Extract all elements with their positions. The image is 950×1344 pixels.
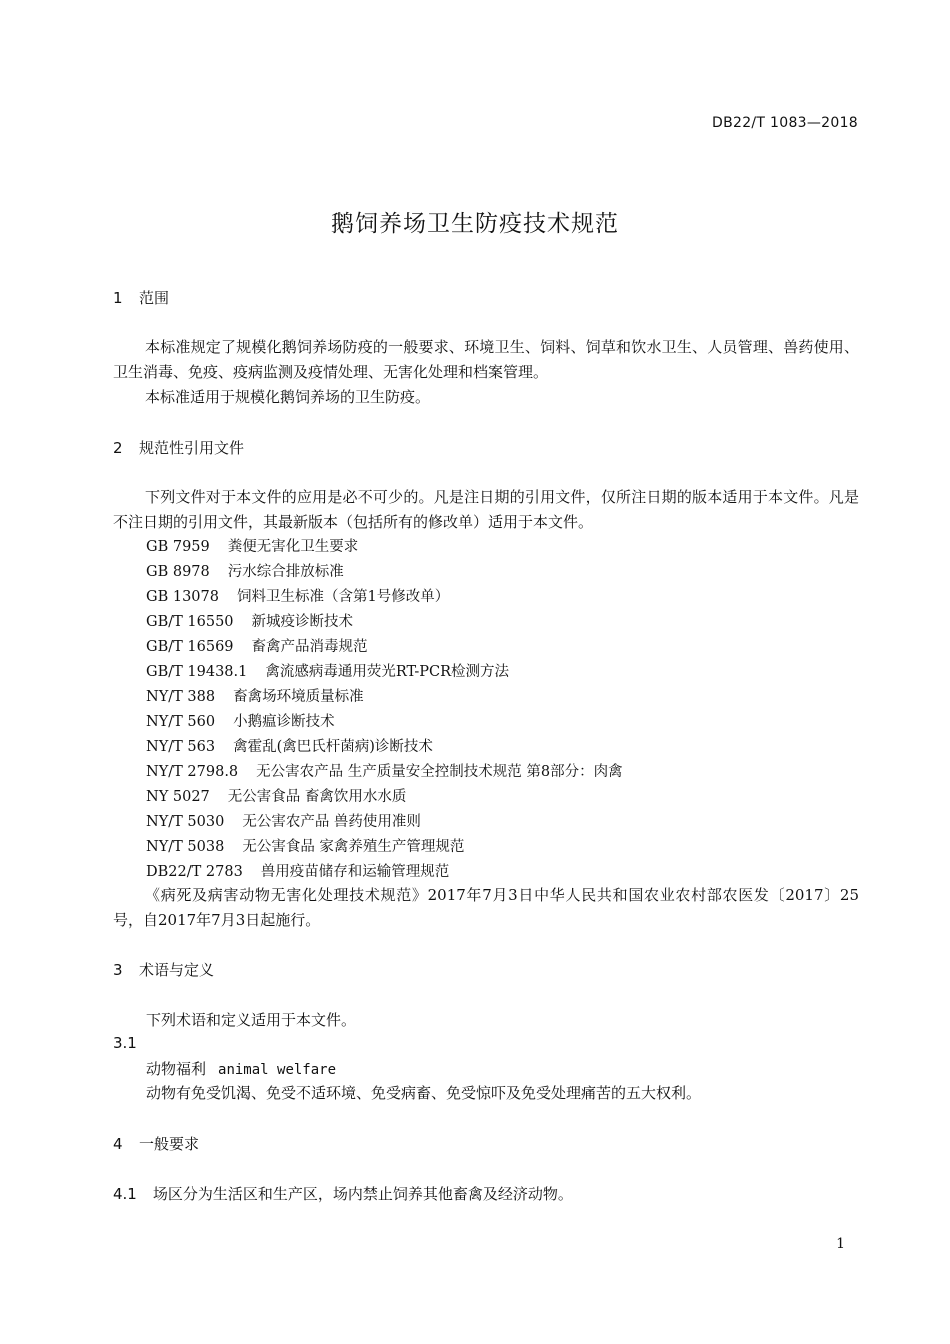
section-2-heading	[113, 437, 244, 458]
reference-title: 畜禽场环境质量标准	[233, 689, 364, 705]
reference-item	[146, 660, 509, 685]
section-title: 范围	[139, 289, 170, 307]
term-name	[146, 1058, 336, 1079]
reference-title: 无公害食品 家禽养殖生产管理规范	[242, 839, 465, 855]
reference-title: 禽流感病毒通用荧光RT-PCR检测方法	[265, 664, 510, 680]
reference-title: 饲料卫生标准（含第1号修改单）	[236, 589, 450, 605]
reference-item	[146, 635, 368, 660]
reference-code: GB/T 19438.1	[146, 664, 248, 680]
section-number: 1	[113, 289, 123, 307]
reference-code: NY/T 2798.8	[146, 764, 239, 780]
scope-paragraph-2: 本标准适用于规模化鹅饲养场的卫生防疫。	[145, 388, 431, 406]
term-name-zh: 动物福利	[146, 1060, 207, 1078]
reference-item	[146, 710, 335, 735]
section-1-heading	[113, 287, 169, 308]
reference-title: 无公害农产品 兽药使用准则	[242, 814, 421, 830]
references-extra: 《病死及病害动物无害化处理技术规范》2017年7月3日中华人民共和国农业农村部农医发〔2017〕25号，自2017年7月3日起施行。	[113, 886, 859, 929]
term-number: 3.1	[113, 1034, 137, 1052]
clause-4-1	[113, 1182, 573, 1207]
reference-title: 无公害农产品 生产质量安全控制技术规范 第8部分：肉禽	[256, 764, 623, 780]
reference-code: NY/T 388	[146, 689, 216, 705]
references-intro: 下列文件对于本文件的应用是必不可少的。凡是注日期的引用文件，仅所注日期的版本适用于本文件。凡是不注日期的引用文件，其最新版本（包括所有的修改单）适用于本文件。	[113, 488, 859, 531]
term-definition: 动物有免受饥渴、免受不适环境、免受病畜、免受惊吓及免受处理痛苦的五大权利。	[146, 1084, 702, 1102]
clause-text: 场区分为生活区和生产区，场内禁止饲养其他畜禽及经济动物。	[152, 1185, 573, 1203]
reference-code: DB22/T 2783	[146, 864, 243, 880]
reference-item	[146, 760, 623, 785]
standard-number: DB22/T 1083—2018	[712, 115, 858, 131]
reference-code: GB/T 16550	[146, 614, 234, 630]
section-title: 规范性引用文件	[139, 439, 245, 457]
section-number: 2	[113, 439, 123, 457]
reference-code: NY/T 563	[146, 739, 216, 755]
reference-item	[146, 585, 449, 610]
section-4-heading	[113, 1133, 199, 1154]
section-3-heading	[113, 959, 214, 980]
reference-title: 小鹅瘟诊断技术	[233, 714, 335, 730]
term-name-en: animal welfare	[218, 1062, 337, 1078]
reference-item	[146, 810, 421, 835]
reference-code: NY/T 560	[146, 714, 216, 730]
reference-code: GB/T 16569	[146, 639, 234, 655]
reference-title: 新城疫诊断技术	[251, 614, 354, 630]
reference-code: GB 8978	[146, 564, 210, 580]
reference-title: 粪便无害化卫生要求	[227, 539, 359, 555]
reference-item	[146, 735, 433, 760]
reference-item	[146, 835, 464, 860]
reference-item	[146, 560, 344, 585]
reference-title: 无公害食品 畜禽饮用水水质	[227, 789, 407, 805]
reference-code: NY/T 5038	[146, 839, 225, 855]
reference-title: 污水综合排放标准	[227, 564, 344, 580]
reference-item	[146, 860, 449, 885]
section-title: 一般要求	[139, 1135, 200, 1153]
reference-code: GB 7959	[146, 539, 210, 555]
reference-item	[146, 610, 353, 635]
reference-code: NY/T 5030	[146, 814, 225, 830]
reference-title: 兽用疫苗储存和运输管理规范	[260, 864, 450, 880]
section-number: 4	[113, 1135, 123, 1153]
clause-number: 4.1	[113, 1185, 137, 1203]
reference-item	[146, 535, 358, 560]
reference-item	[146, 785, 406, 810]
reference-code: NY 5027	[146, 789, 210, 805]
reference-item	[146, 685, 364, 710]
page-number: 1	[836, 1236, 845, 1252]
scope-paragraph-1: 本标准规定了规模化鹅饲养场防疫的一般要求、环境卫生、饲料、饲草和饮水卫生、人员管理、兽药使用、卫生消毒、免疫、疫病监测及疫情处理、无害化处理和档案管理。	[113, 338, 859, 381]
section-title: 术语与定义	[139, 961, 215, 979]
terms-intro: 下列术语和定义适用于本文件。	[146, 1011, 357, 1029]
reference-code: GB 13078	[146, 589, 219, 605]
section-number: 3	[113, 961, 123, 979]
reference-title: 禽霍乱(禽巴氏杆菌病)诊断技术	[233, 739, 433, 755]
document-title: 鹅饲养场卫生防疫技术规范	[331, 211, 619, 237]
reference-title: 畜禽产品消毒规范	[251, 639, 368, 655]
